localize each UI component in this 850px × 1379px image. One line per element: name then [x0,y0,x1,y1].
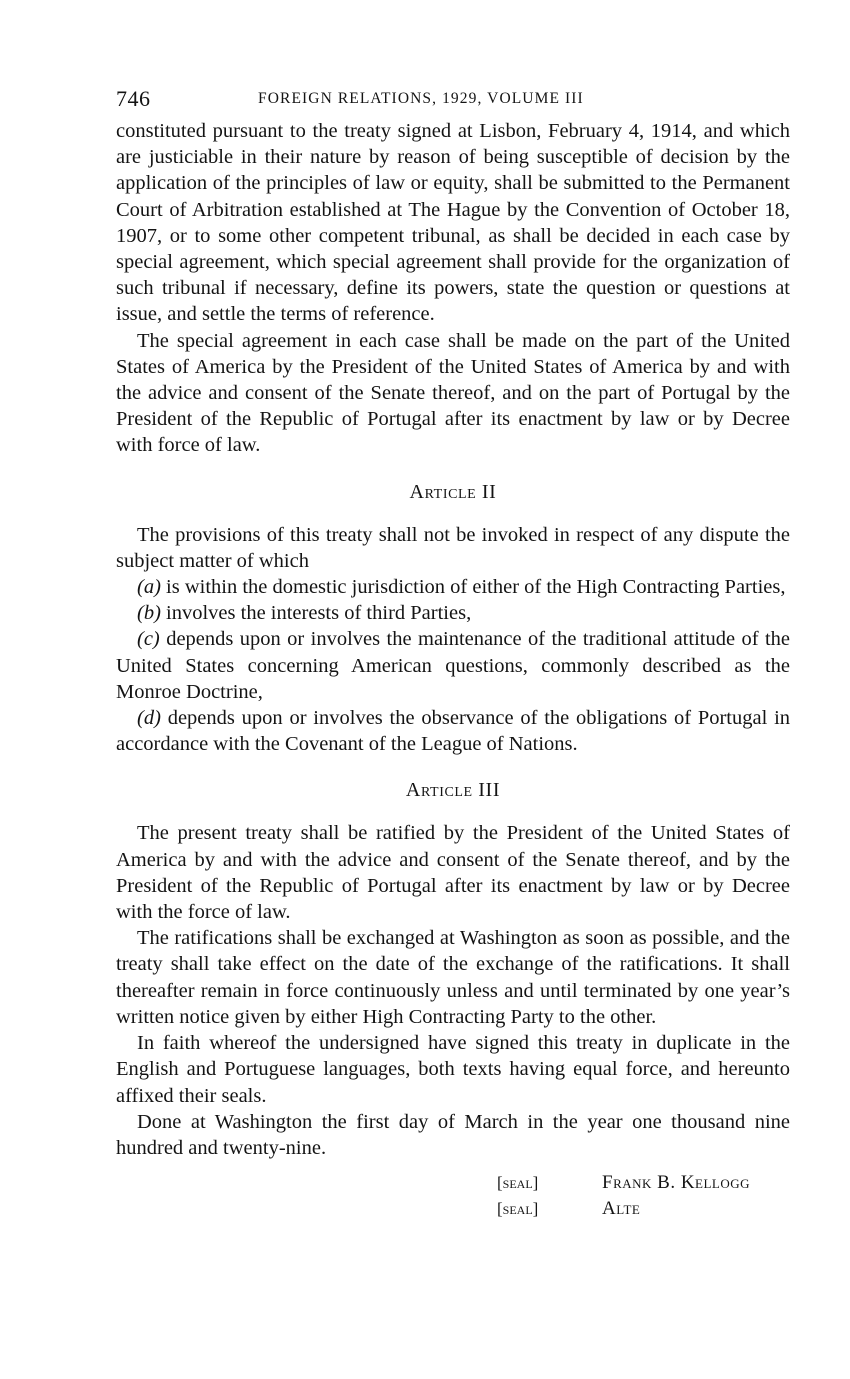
item-text: depends upon or involves the maintenance of the traditional attitude of the United States concerning American questions, commonly described as the Monroe Doctrine, [116,628,791,703]
item-text: depends upon or involves the observance of the obligations of Portugal in accordance with the Covenant of the League of Nations. [116,707,791,756]
signature-row [497,1195,640,1221]
exchange-paragraph: The ratifications shall be exchanged at Washington as soon as possible, and the treaty shall take effect on the date of the exchange of the ratifications. It shall thereafter remain in force continuously unless and until terminated by one year’s written notice given by either High Contracting Party to the other. [116,927,790,1028]
article-ii-item-d [116,705,790,757]
article-ii-item-b [116,600,790,626]
signatory-name: Alte [602,1198,641,1220]
item-letter: (d) [137,707,161,730]
item-letter: (c) [137,628,160,651]
page-header [116,84,790,118]
article-ii-item-a [116,574,790,600]
item-text: involves the interests of third Parties, [166,602,472,625]
article-ii-item-c [116,626,790,705]
ratification-paragraph: The present treaty shall be ratified by the President of the United States of America by and with the advice and consent of the Senate thereof, and by the President of the Republic of Portugal after its enactment by law or by Decree with the force of law. [116,822,790,924]
in-faith-paragraph: In faith whereof the undersigned have signed this treaty in duplicate in the English and Portuguese languages, both texts having equal force, and hereunto affixed their seals. [116,1032,790,1107]
seal-mark: [seal] [497,1199,539,1219]
page-number: 746 [116,86,151,111]
item-letter: (a) [137,576,161,599]
item-text: is within the domestic jurisdiction of either of the High Contracting Parties, [166,576,786,599]
done-at-paragraph: Done at Washington the first day of March in the year one thousand nine hundred and twenty-nine. [116,1110,790,1159]
article-ii-intro: The provisions of this treaty shall not be invoked in respect of any dispute the subject matter of which [116,523,790,572]
seal-mark: [seal] [497,1173,539,1193]
document-page [116,84,790,1229]
item-letter: (b) [137,602,161,625]
article-ii-heading: Article II [409,480,497,503]
signature-row [497,1169,750,1195]
article-iii-heading: Article III [405,779,501,802]
article-i-continuation-paragraph: constituted pursuant to the treaty signed at Lisbon, February 4, 1914, and which are justiciable in their nature by reason of being susceptible of decision by the application of the principles of law or equity, shall be submitted to the Permanent Court of Arbitration established at The Hague by the Convention of October 18, 1907, or to some other competent tribunal, as shall be decided in each case by special agreement, which special agreement shall provide for the organization of such tribunal if necessary, define its powers, state the question or questions at issue, and settle the terms of reference. [116,120,790,326]
running-head: FOREIGN RELATIONS, 1929, VOLUME III [258,90,584,107]
document-body [116,118,790,1161]
signatory-name: Frank B. Kellogg [602,1172,751,1194]
special-agreement-paragraph: The special agreement in each case shall be made on the part of the United States of America by the President of the United States of America by and with the advice and consent of the Senate thereof, and on the part of Portugal by the President of the Republic of Portugal after its enactment by law or by Decree with force of law. [116,329,790,457]
signature-block [116,1169,790,1229]
